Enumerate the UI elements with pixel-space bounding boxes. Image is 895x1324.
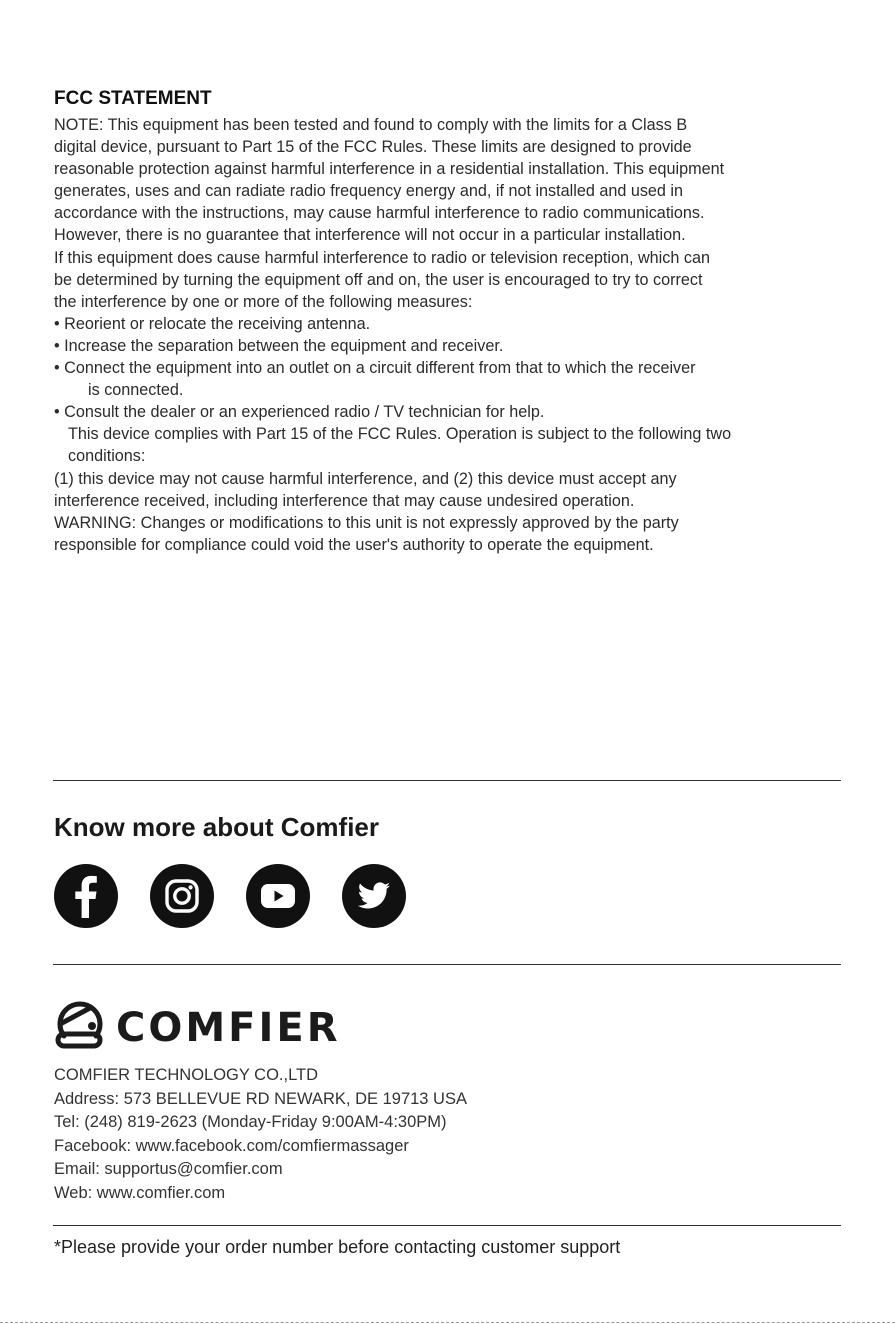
divider (53, 780, 841, 781)
facebook-link[interactable]: Facebook: www.facebook.com/comfiermassager (54, 1136, 409, 1155)
fcc-bullet: • Reorient or relocate the receiving antenna. (54, 314, 371, 333)
fcc-line: However, there is no guarantee that interference will not occur in a particular installation. (54, 226, 686, 245)
youtube-icon[interactable] (246, 864, 310, 928)
fcc-line: conditions: (68, 447, 146, 466)
fcc-bullet: • Connect the equipment into an outlet on a circuit different from that to which the receiver (54, 359, 696, 378)
page-edge-dashed-line (0, 1322, 895, 1323)
support-footnote: *Please provide your order number before contacting customer support (54, 1237, 621, 1257)
fcc-line: (1) this device may not cause harmful interference, and (2) this device must accept any (54, 469, 677, 488)
fcc-line: generates, uses and can radiate radio frequency energy and, if not installed and used in (54, 182, 684, 201)
telephone: Tel: (248) 819-2623 (Monday-Friday 9:00AM-4:30PM) (54, 1113, 447, 1132)
website-link[interactable]: Web: www.comfier.com (54, 1183, 226, 1202)
instagram-icon[interactable] (150, 864, 214, 928)
fcc-warning: responsible for compliance could void the user's authority to operate the equipment. (54, 535, 654, 554)
fcc-line: interference received, including interference that may cause undesired operation. (54, 491, 635, 510)
fcc-statement (54, 88, 854, 556)
comfier-logo-icon (52, 996, 108, 1059)
comfier-wordmark: COMFIER (116, 1004, 341, 1051)
twitter-icon[interactable] (342, 864, 406, 928)
fcc-line: If this equipment does cause harmful interference to radio or television reception, which can (54, 248, 710, 267)
fcc-line: the interference by one or more of the following measures: (54, 292, 473, 311)
fcc-line: be determined by turning the equipment off and on, the user is encouraged to try to correct (54, 270, 703, 289)
fcc-line: reasonable protection against harmful interference in a residential installation. This equipment (54, 160, 725, 179)
fcc-warning: WARNING: Changes or modifications to this unit is not expressly approved by the party (54, 513, 679, 532)
facebook-icon[interactable] (54, 864, 118, 928)
fcc-line: digital device, pursuant to Part 15 of the FCC Rules. These limits are designed to provide (54, 138, 692, 157)
company-name: COMFIER TECHNOLOGY CO.,LTD (54, 1066, 319, 1084)
fcc-bullet-continuation: is connected. (88, 381, 184, 400)
address: Address: 573 BELLEVUE RD NEWARK, DE 19713 USA (54, 1089, 467, 1108)
divider (53, 1225, 841, 1226)
fcc-line: accordance with the instructions, may cause harmful interference to radio communications. (54, 204, 705, 223)
fcc-bullet: • Consult the dealer or an experienced radio / TV technician for help. (54, 403, 545, 422)
comfier-logo (52, 996, 341, 1059)
divider (53, 964, 841, 965)
social-heading: Know more about Comfier (54, 812, 380, 842)
contact-info (54, 1064, 467, 1206)
email-link[interactable]: Email: supportus@comfier.com (54, 1160, 283, 1179)
fcc-body (54, 114, 854, 556)
social-links (54, 864, 406, 928)
fcc-line: This device complies with Part 15 of the FCC Rules. Operation is subject to the following two (68, 425, 732, 444)
fcc-bullet: • Increase the separation between the equipment and receiver. (54, 336, 504, 355)
fcc-title: FCC STATEMENT (54, 88, 212, 109)
fcc-line: NOTE: This equipment has been tested and found to comply with the limits for a Class B (54, 116, 688, 134)
